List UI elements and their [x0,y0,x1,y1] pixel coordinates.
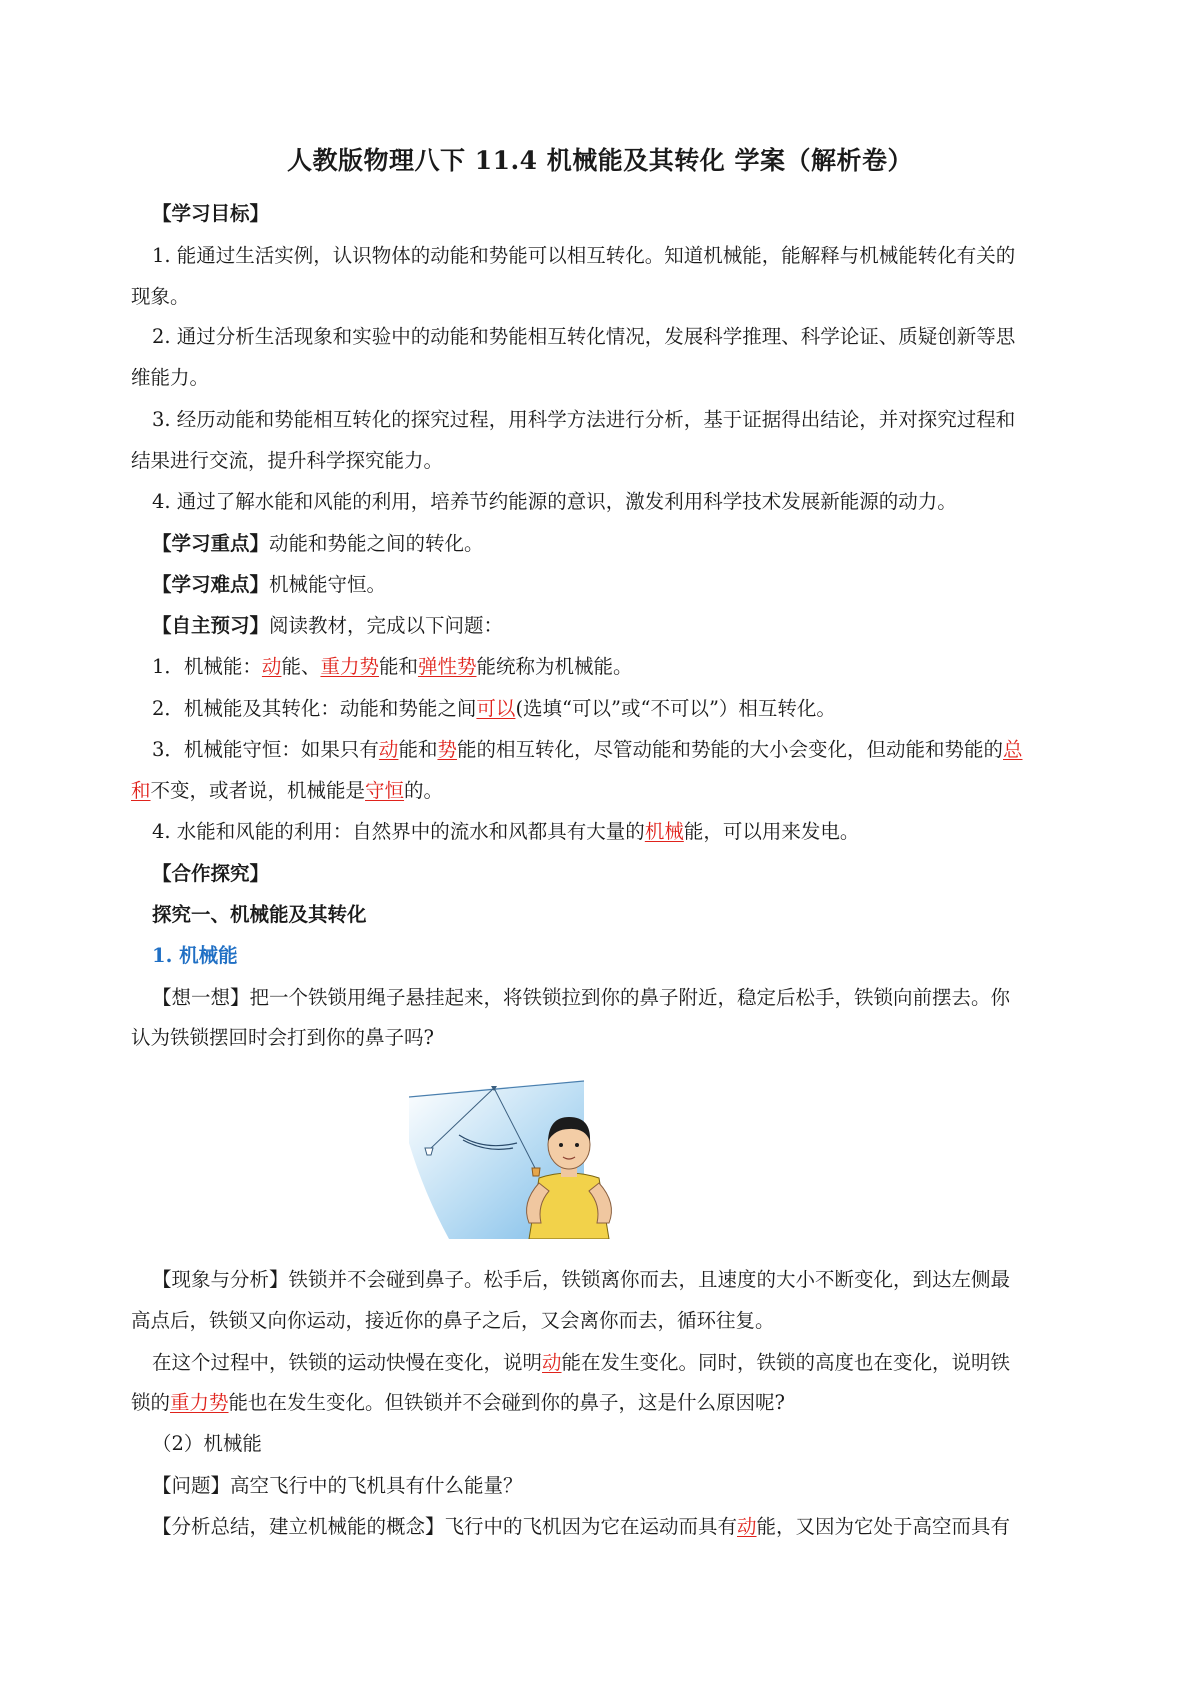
text: 1．机械能： [152,655,262,678]
answer-blank: 可以 [476,697,516,720]
text: 能也在发生变化。但铁锁并不会碰到你的鼻子，这是什么原因呢? [228,1391,785,1414]
text: 的。 [404,779,444,802]
answer-blank: 动 [261,655,282,678]
objective-3-line-2: 结果进行交流，提升科学探究能力。 [131,449,444,472]
preview-question-2 [152,697,1112,721]
difficulty [152,573,1112,597]
answer-blank: 重力势 [320,655,379,678]
phenomenon-line-1: 【现象与分析】铁锁并不会碰到鼻子。松手后，铁锁离你而去，且速度的大小不断变化，到达左侧最 [152,1268,1011,1291]
pendulum-illustration [409,1073,631,1239]
text: 能在发生变化。同时，铁锁的高度也在变化，说明铁 [561,1351,1011,1374]
text: 能和 [398,738,438,761]
key-point-text: 动能和势能之间的转化。 [269,532,484,555]
answer-blank: 守恒 [365,779,405,802]
text: 能、 [281,655,321,678]
text: 能，可以用来发电。 [683,820,860,843]
objective-1-line-2: 现象。 [131,285,190,308]
preview-question-4 [152,820,1112,844]
text: 不变，或者说，机械能是 [150,779,366,802]
preview-intro-text: 阅读教材，完成以下问题： [269,614,504,637]
subsection-2-heading: （2）机械能 [152,1432,262,1455]
answer-blank: 和 [131,779,151,802]
subsection-heading: 1. 机械能 [152,944,238,967]
answer-blank: 机械 [644,820,684,843]
answer-blank: 势 [437,738,457,761]
answer-blank: 弹性势 [417,655,477,678]
difficulty-text: 机械能守恒。 [269,573,387,596]
key-point-label: 【学习重点】 [152,532,270,555]
preview-question-3-line-2 [131,779,1091,803]
process-line-1 [152,1351,1112,1375]
objective-3-line-1: 3. 经历动能和势能相互转化的探究过程，用科学方法进行分析，基于证据得出结论，并对探究过程和 [152,408,1016,431]
answer-blank: 动 [542,1351,562,1374]
objectives-heading: 【学习目标】 [152,202,270,225]
text: 锁的 [131,1391,171,1414]
preview-label: 【自主预习】 [152,614,270,637]
answer-blank: 重力势 [170,1391,229,1414]
text: 【分析总结，建立机械能的概念】飞行中的飞机因为它在运动而具有 [152,1515,738,1538]
text: (选填“可以”或“不可以”）相互转化。 [515,697,836,720]
cooperate-heading: 【合作探究】 [152,862,270,885]
text: 4. 水能和风能的利用：自然界中的流水和风都具有大量的 [152,820,645,843]
text: 能的相互转化，尽管动能和势能的大小会变化，但动能和势能的 [456,738,1003,761]
section-heading: 探究一、机械能及其转化 [152,903,367,926]
text: 能，又因为它处于高空而具有 [756,1515,1011,1538]
objective-2-line-2: 维能力。 [131,366,210,389]
question-line: 【问题】高空飞行中的飞机具有什么能量？ [152,1474,523,1497]
think-line-1: 【想一想】把一个铁锁用绳子悬挂起来，将铁锁拉到你的鼻子附近，稳定后松手，铁锁向前摆去。你 [152,986,1011,1009]
preview-question-3-line-1 [152,738,1112,762]
text: 能和 [378,655,418,678]
page-title: 人教版物理八下 11.4 机械能及其转化 学案（解析卷） [286,146,913,175]
answer-blank: 总 [1002,738,1023,761]
text: 2．机械能及其转化：动能和势能之间 [152,697,477,720]
text: 能统称为机械能。 [476,655,633,678]
difficulty-label: 【学习难点】 [152,573,270,596]
objective-2-line-1: 2. 通过分析生活现象和实验中的动能和势能相互转化情况，发展科学推理、科学论证、质疑创新等思 [152,325,1016,348]
key-point [152,532,1112,556]
preview-question-1 [152,655,1112,679]
think-line-2: 认为铁锁摆回时会打到你的鼻子吗? [131,1026,434,1049]
text: 在这个过程中，铁锁的运动快慢在变化，说明 [152,1351,543,1374]
answer-blank: 动 [378,738,399,761]
text: 3．机械能守恒：如果只有 [152,738,379,761]
summary-line [152,1515,1112,1539]
phenomenon-line-2: 高点后，铁锁又向你运动，接近你的鼻子之后，又会离你而去，循环往复。 [131,1309,775,1332]
preview-intro [152,614,1112,638]
answer-blank: 动 [737,1515,757,1538]
process-line-2 [131,1391,1091,1415]
objective-1-line-1: 1. 能通过生活实例，认识物体的动能和势能可以相互转化。知道机械能，能解释与机械能转化有关的 [152,244,1016,267]
objective-4: 4. 通过了解水能和风能的利用，培养节约能源的意识，激发利用科学技术发展新能源的动力。 [152,490,957,513]
